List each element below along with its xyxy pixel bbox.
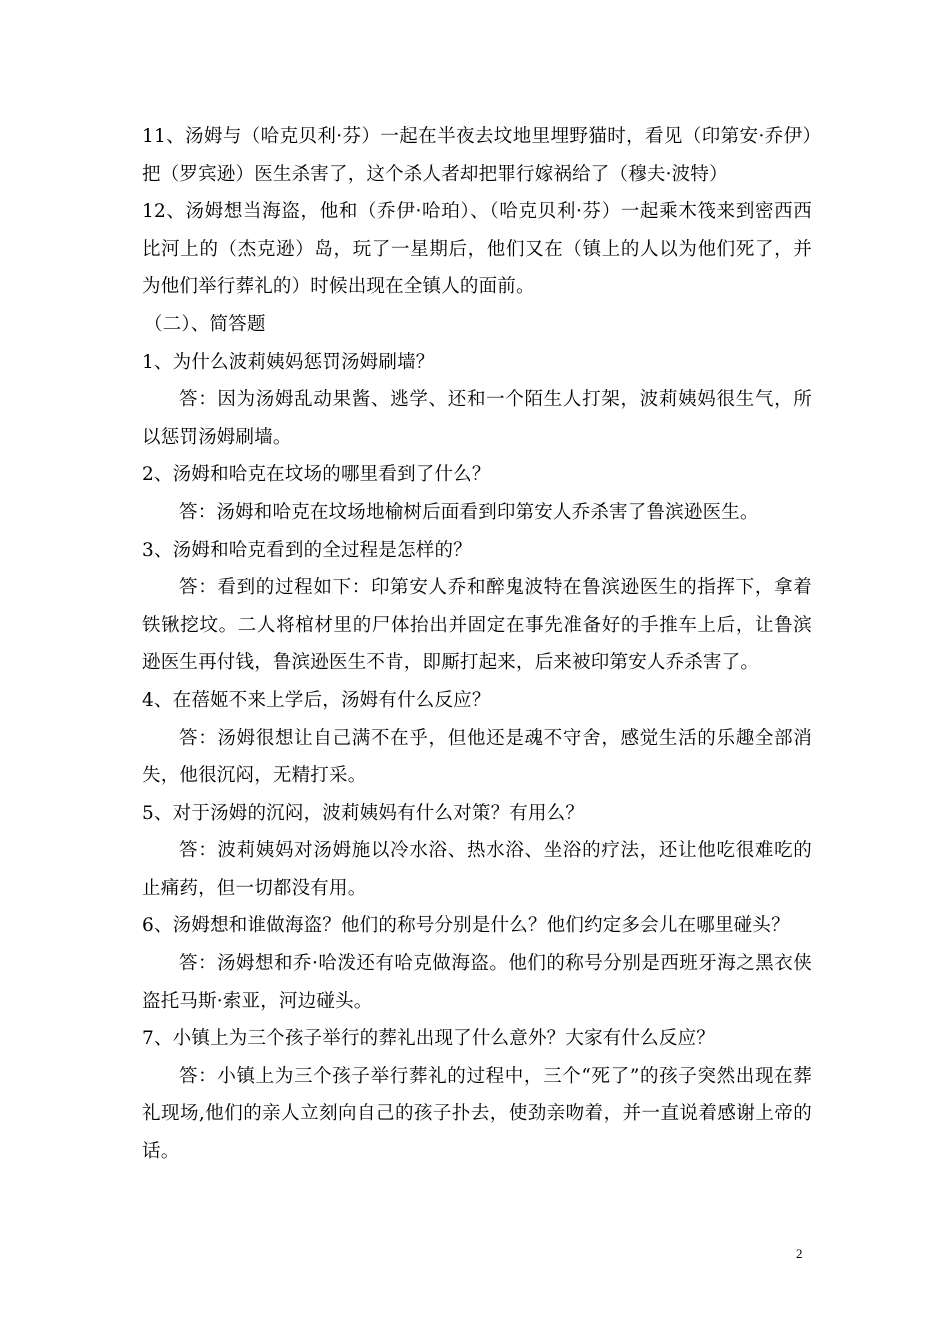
- answer-2: 答：汤姆和哈克在坟场地榆树后面看到印第安人乔杀害了鲁滨逊医生。: [179, 501, 759, 523]
- answer-5: 答：波莉姨妈对汤姆施以冷水浴、热水浴、坐浴的疗法，还让他吃很难吃的止痛药，但一切都没有用。: [142, 840, 812, 899]
- answer-1: 答：因为汤姆乱动果酱、逃学、还和一个陌生人打架，波莉姨妈很生气，所以惩罚汤姆刷墙。: [142, 389, 812, 448]
- answer-6: 答：汤姆想和乔·哈泼还有哈克做海盗。他们的称号分别是西班牙海之黑衣侠盗托马斯·索亚，河边碰头。: [142, 953, 812, 1012]
- fill-in-item-12: 12、汤姆想当海盗，他和（乔伊·哈珀）、（哈克贝利·芬）一起乘木筏来到密西西比河上的（杰克逊）岛，玩了一星期后，他们又在（镇上的人以为他们死了，并为他们举行葬礼的）时候出现在全镇人的面前。: [142, 201, 812, 298]
- question-4: 4、在蓓姬不来上学后，汤姆有什么反应？: [142, 689, 491, 711]
- question-5: 5、对于汤姆的沉闷，波莉姨妈有什么对策？有用么？: [142, 802, 585, 824]
- page-number: 2: [796, 1246, 803, 1261]
- question-6: 6、汤姆想和谁做海盗？他们的称号分别是什么？他们约定多会儿在哪里碰头？: [142, 915, 790, 937]
- section-title: （二）、简答题: [144, 313, 266, 335]
- answer-3: 答：看到的过程如下：印第安人乔和醉鬼波特在鲁滨逊医生的指挥下，拿着铁锹挖坟。二人将棺材里的尸体抬出并固定在事先准备好的手推车上后，让鲁滨逊医生再付钱，鲁滨逊医生不肯，即厮打起来，后来被印第安人乔杀害了。: [142, 577, 812, 674]
- question-1: 1、为什么波莉姨妈惩罚汤姆刷墙？: [142, 351, 435, 373]
- question-7: 7、小镇上为三个孩子举行的葬礼出现了什么意外？大家有什么反应？: [142, 1028, 715, 1050]
- answer-7: 答：小镇上为三个孩子举行葬礼的过程中，三个“死了”的孩子突然出现在葬礼现场,他们的亲人立刻向自己的孩子扑去，使劲亲吻着，并一直说着感谢上帝的话。: [142, 1065, 812, 1163]
- question-3: 3、汤姆和哈克看到的全过程是怎样的？: [142, 539, 472, 561]
- answer-4: 答：汤姆很想让自己满不在乎，但他还是魂不守舍，感觉生活的乐趣全部消失，他很沉闷，无精打采。: [142, 727, 812, 787]
- question-2: 2、汤姆和哈克在坟场的哪里看到了什么？: [142, 464, 491, 486]
- fill-in-item-11: 11、汤姆与（哈克贝利·芬）一起在半夜去坟地里埋野猫时，看见（印第安·乔伊）把（罗宾逊）医生杀害了，这个杀人者却把罪行嫁祸给了（穆夫·波特）: [142, 126, 812, 185]
- document-body: [142, 118, 812, 1171]
